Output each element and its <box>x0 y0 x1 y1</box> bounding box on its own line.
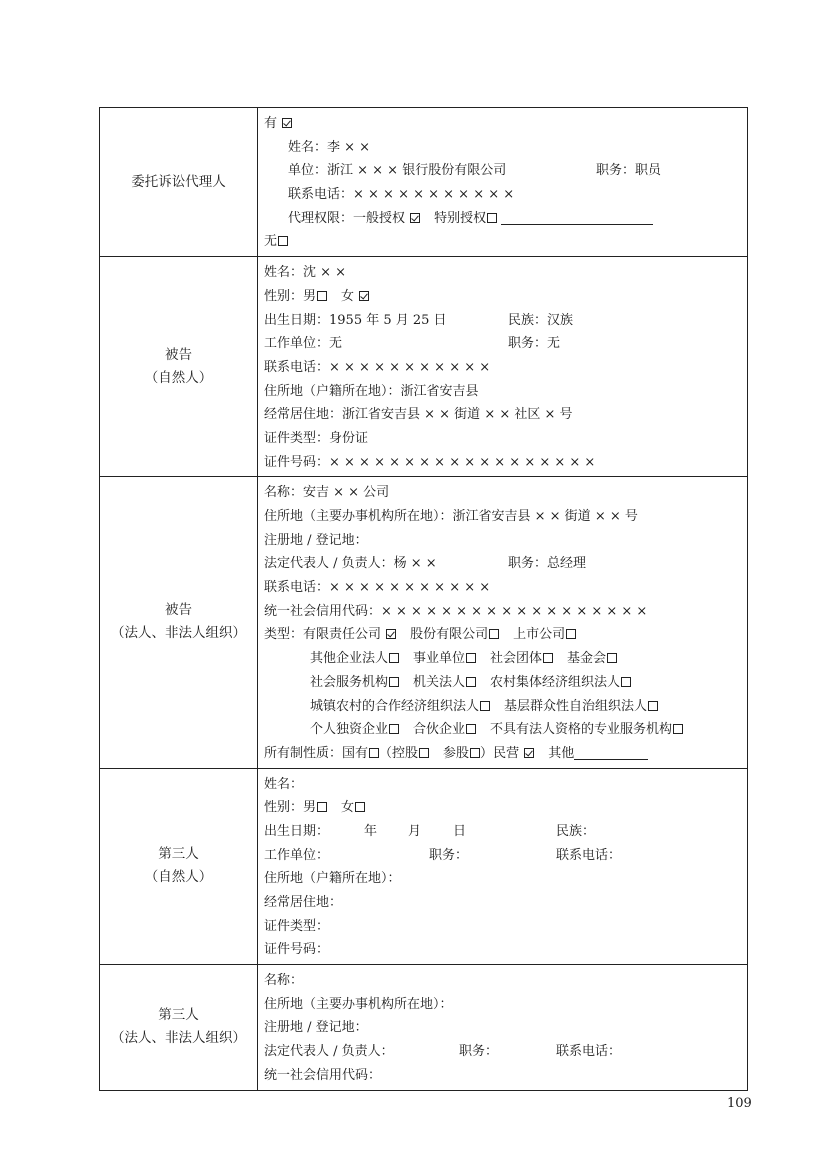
to-registered: 注册地 / 登记地： <box>264 1020 368 1036</box>
org-partner-label: 合伙企业 <box>413 722 466 738</box>
org-rural-checkbox[interactable] <box>621 677 631 687</box>
own-hold-label: （控股 <box>379 745 419 761</box>
agent-name: 姓名：李 × × <box>288 139 371 155</box>
org-grassroots-label: 基层群众性自治组织法人 <box>504 698 648 714</box>
tp-male-checkbox[interactable] <box>317 802 327 812</box>
tp-habitual: 经常居住地： <box>264 895 343 910</box>
tp-ethnicity: 民族： <box>556 823 596 839</box>
agent-position: 职务：职员 <box>596 163 662 179</box>
third-person-content <box>258 768 748 965</box>
agent-content <box>258 108 748 257</box>
tp-female-checkbox[interactable] <box>355 802 365 812</box>
org-joint-label: 股份有限公司 <box>410 627 489 643</box>
litigation-form-table <box>99 107 748 1091</box>
agent-unit: 单位：浙江 × × × 银行股份有限公司 <box>288 163 507 179</box>
def-phone: 联系电话：× × × × × × × × × × × <box>264 359 491 375</box>
own-other-blank <box>574 745 648 760</box>
org-name: 名称：安吉 × × 公司 <box>264 485 390 501</box>
org-coop-label: 城镇农村的合作经济组织法人 <box>310 698 480 714</box>
agent-none-label: 无 <box>264 234 278 250</box>
org-other-corp-checkbox[interactable] <box>389 653 399 663</box>
org-sole-label: 个人独资企业 <box>310 722 389 738</box>
own-private-checkbox[interactable] <box>524 748 534 758</box>
tp-work-unit: 工作单位： <box>264 847 330 863</box>
org-llc-checkbox[interactable] <box>386 629 396 639</box>
org-social-label: 社会团体 <box>490 651 543 667</box>
own-close-paren: ） <box>480 745 494 761</box>
agent-special-blank <box>501 210 653 225</box>
org-public-checkbox[interactable] <box>466 653 476 663</box>
defendant-org-label <box>100 477 258 768</box>
def-habitual: 经常居住地：浙江省安吉县 × × 街道 × × 社区 × 号 <box>264 407 573 423</box>
org-sole-checkbox[interactable] <box>389 724 399 734</box>
tp-phone: 联系电话： <box>556 847 622 863</box>
def-female-checkbox[interactable] <box>359 291 369 301</box>
agent-label <box>100 108 258 257</box>
org-partner-checkbox[interactable] <box>466 724 476 734</box>
tp-name: 姓名： <box>264 776 304 792</box>
third-org-label <box>100 965 258 1090</box>
tp-id-no: 证件号码： <box>264 942 330 958</box>
org-rural-label: 农村集体经济组织法人 <box>490 674 621 690</box>
def-name: 姓名：沈 × × <box>264 265 347 281</box>
org-social-service-checkbox[interactable] <box>389 677 399 687</box>
org-organ-checkbox[interactable] <box>466 677 476 687</box>
third-person-row <box>100 768 748 965</box>
defendant-person-row <box>100 257 748 477</box>
org-credit-code: 统一社会信用代码：× × × × × × × × × × × × × × × × × × <box>264 603 648 619</box>
tp-position: 职务： <box>429 847 469 863</box>
def-ethnicity: 民族：汉族 <box>508 312 574 328</box>
def-gender-label: 性别：男 <box>264 288 317 304</box>
def-birth: 出生日期：1955 年 5 月 25 日 <box>264 312 447 328</box>
org-listed-checkbox[interactable] <box>566 629 576 639</box>
to-credit-code: 统一社会信用代码： <box>264 1067 382 1083</box>
org-social-service-label: 社会服务机构 <box>310 674 389 690</box>
agent-general-checkbox[interactable] <box>410 213 420 223</box>
org-foundation-label: 基金会 <box>567 651 607 667</box>
org-residence: 住所地（主要办事机构所在地）：浙江省安吉县 × × 街道 × × 号 <box>264 509 638 524</box>
tp-female-label: 女 <box>341 800 355 816</box>
org-position: 职务：总经理 <box>508 556 587 572</box>
org-rep: 法定代表人 / 负责人：杨 × × <box>264 556 437 572</box>
to-phone: 联系电话： <box>556 1044 622 1060</box>
third-org-label-line2: （法人、非法人组织） <box>111 1030 246 1047</box>
defendant-org-label-line2: （法人、非法人组织） <box>111 625 246 642</box>
def-position: 职务：无 <box>508 336 561 352</box>
tp-gender-label: 性别：男 <box>264 800 317 816</box>
agent-special-checkbox[interactable] <box>487 213 497 223</box>
defendant-org-label-line1: 被告 <box>165 602 192 619</box>
agent-special-label: 特别授权 <box>434 210 487 226</box>
org-other-corp-label: 其他企业法人 <box>310 651 389 667</box>
org-noncorp-label: 不具有法人资格的专业服务机构 <box>490 722 673 738</box>
def-id-no: 证件号码：× × × × × × × × × × × × × × × × × × <box>264 454 596 470</box>
org-joint-checkbox[interactable] <box>489 629 499 639</box>
org-noncorp-checkbox[interactable] <box>673 724 683 734</box>
own-other-label: 其他 <box>548 745 575 761</box>
tp-residence: 住所地（户籍所在地）： <box>264 871 401 887</box>
third-org-label-line1: 第三人 <box>158 1007 199 1024</box>
org-social-checkbox[interactable] <box>543 653 553 663</box>
defendant-person-content <box>258 257 748 477</box>
own-part-checkbox[interactable] <box>470 748 480 758</box>
tp-month: 月 <box>408 823 422 839</box>
page-number: 109 <box>727 1096 752 1111</box>
defendant-org-row <box>100 477 748 768</box>
own-hold-checkbox[interactable] <box>419 748 429 758</box>
tp-day: 日 <box>453 823 467 839</box>
def-work-unit: 工作单位：无 <box>264 336 343 352</box>
tp-birth-label: 出生日期： <box>264 823 330 839</box>
third-person-label-line1: 第三人 <box>158 846 199 863</box>
org-listed-label: 上市公司 <box>513 627 566 643</box>
own-private-label: 民营 <box>493 745 520 761</box>
org-foundation-checkbox[interactable] <box>607 653 617 663</box>
org-public-label: 事业单位 <box>413 651 466 667</box>
org-type-label: 类型：有限责任公司 <box>264 627 382 643</box>
agent-label-text: 委托诉讼代理人 <box>131 173 226 190</box>
agent-has-label: 有 <box>264 116 278 131</box>
org-coop-checkbox[interactable] <box>480 701 490 711</box>
defendant-person-label-line1: 被告 <box>165 346 192 363</box>
third-person-label <box>100 768 258 965</box>
def-id-type: 证件类型：身份证 <box>264 430 369 446</box>
defendant-person-label-line2: （自然人） <box>144 369 213 386</box>
org-own-label: 所有制性质：国有 <box>264 745 369 761</box>
def-male-checkbox[interactable] <box>317 291 327 301</box>
to-rep: 法定代表人 / 负责人： <box>264 1044 394 1060</box>
own-part-label: 参股 <box>443 745 470 761</box>
agent-none-checkbox[interactable] <box>278 236 288 246</box>
defendant-person-label <box>100 257 258 477</box>
to-position: 职务： <box>459 1044 499 1060</box>
tp-id-type: 证件类型： <box>264 918 330 934</box>
defendant-org-content <box>258 477 748 768</box>
agent-auth-label: 代理权限：一般授权 <box>288 210 406 226</box>
def-residence: 住所地（户籍所在地）：浙江省安吉县 <box>264 383 479 399</box>
agent-phone: 联系电话：× × × × × × × × × × × <box>288 187 515 203</box>
third-person-label-line2: （自然人） <box>144 869 213 886</box>
org-registered: 注册地 / 登记地： <box>264 532 368 548</box>
tp-year: 年 <box>364 823 378 839</box>
org-organ-label: 机关法人 <box>413 674 466 690</box>
to-name: 名称： <box>264 973 304 989</box>
own-state-checkbox[interactable] <box>369 748 379 758</box>
third-org-content <box>258 965 748 1090</box>
org-grassroots-checkbox[interactable] <box>648 701 658 711</box>
to-residence: 住所地（主要办事机构所在地）： <box>264 996 453 1012</box>
org-phone: 联系电话：× × × × × × × × × × × <box>264 580 491 596</box>
third-org-row <box>100 965 748 1090</box>
def-female-label: 女 <box>341 288 355 304</box>
agent-row <box>100 108 748 257</box>
agent-has-checkbox[interactable] <box>282 118 292 128</box>
